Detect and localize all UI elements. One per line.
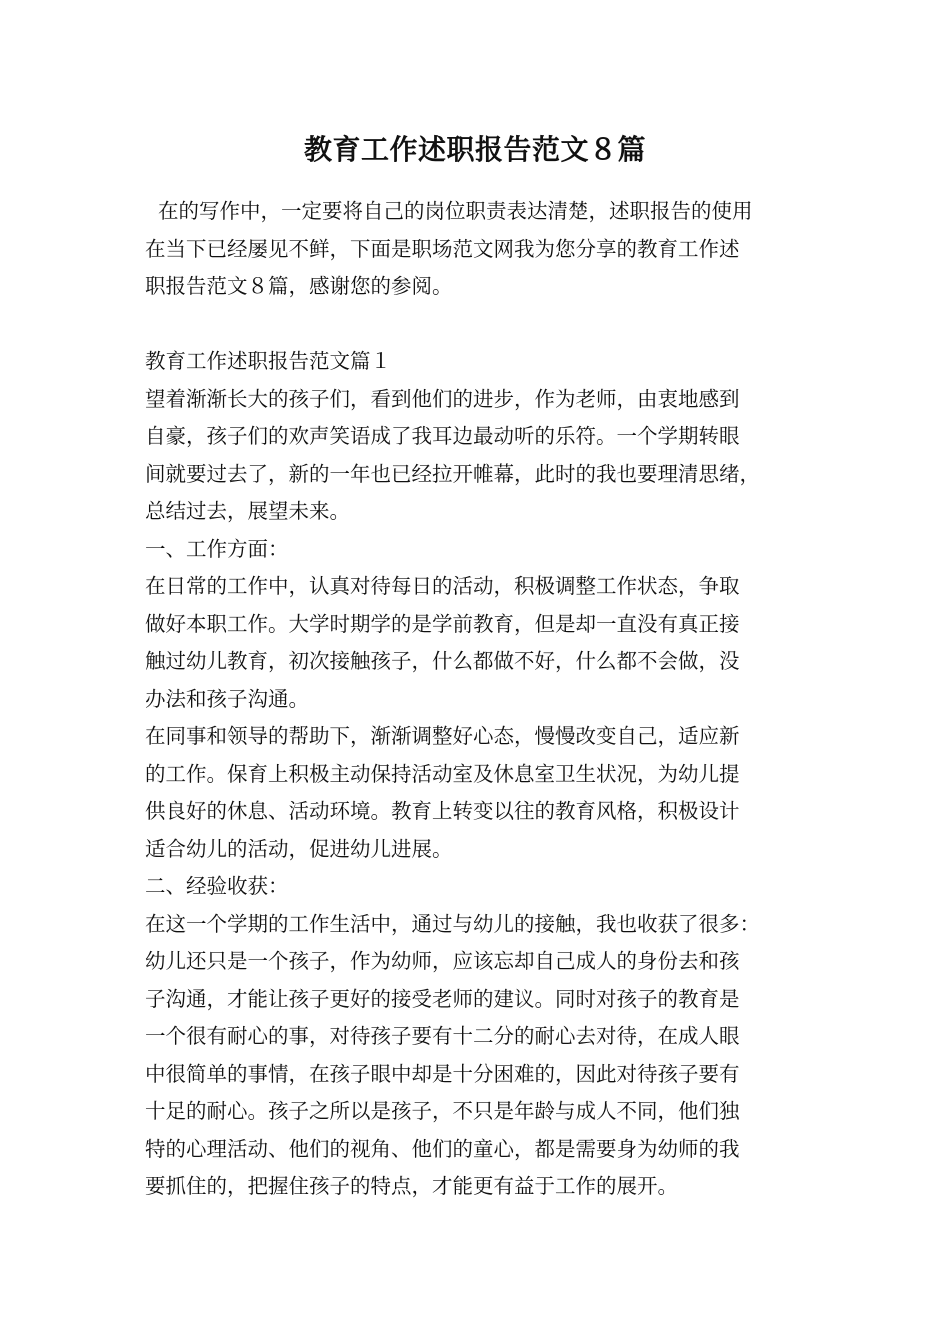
document-body	[145, 193, 825, 1206]
body-line: 触过幼儿教育，初次接触孩子，什么都做不好，什么都不会做，没	[145, 649, 740, 673]
subheading-work: 一、工作方面：	[145, 536, 289, 561]
body-line: 特的心理活动、他们的视角、他们的童心，都是需要身为幼师的我	[145, 1136, 740, 1161]
body-line: 中很简单的事情，在孩子眼中却是十分困难的，因此对待孩子要有	[145, 1061, 740, 1086]
body-line: 在这一个学期的工作生活中，通过与幼儿的接触，我也收获了很多：	[145, 911, 760, 936]
body-line: 一个很有耐心的事，对待孩子要有十二分的耐心去对待，在成人眼	[145, 1024, 740, 1048]
body-line: 适合幼儿的活动，促进幼儿进展。	[145, 836, 453, 861]
body-line: 望着渐渐长大的孩子们，看到他们的进步，作为老师，由衷地感到	[145, 386, 740, 411]
body-line: 的工作。保育上积极主动保持活动室及休息室卫生状况，为幼儿提	[145, 761, 740, 786]
section-heading: 教育工作述职报告范文篇１	[145, 349, 391, 373]
body-line: 办法和孩子沟通。	[145, 686, 309, 711]
document-title: 教育工作述职报告范文８篇	[303, 133, 646, 166]
intro-line: 在当下已经屡见不鲜，下面是职场范文网我为您分享的教育工作述	[145, 236, 740, 261]
body-line: 十足的耐心。孩子之所以是孩子，不只是年龄与成人不同，他们独	[145, 1099, 740, 1123]
intro-line: 职报告范文８篇，感谢您的参阅。	[145, 274, 453, 298]
body-line: 在日常的工作中，认真对待每日的活动，积极调整工作状态，争取	[145, 574, 740, 598]
intro-line: 在的写作中，一定要将自己的岗位职责表达清楚，述职报告的使用	[145, 199, 753, 223]
body-line: 在同事和领导的帮助下，渐渐调整好心态，慢慢改变自己，适应新	[145, 724, 740, 748]
paragraph-spacer	[145, 306, 825, 344]
subheading-experience: 二、经验收获：	[145, 874, 289, 898]
body-line: 间就要过去了，新的一年也已经拉开帷幕，此时的我也要理清思绪，	[145, 461, 760, 486]
body-line: 自豪，孩子们的欢声笑语成了我耳边最动听的乐符。一个学期转眼	[145, 424, 740, 448]
body-line: 总结过去，展望未来。	[145, 499, 350, 523]
body-line: 要抓住的，把握住孩子的特点，才能更有益于工作的展开。	[145, 1174, 678, 1198]
body-line: 幼儿还只是一个孩子，作为幼师，应该忘却自己成人的身份去和孩	[145, 949, 740, 973]
body-line: 做好本职工作。大学时期学的是学前教育，但是却一直没有真正接	[145, 611, 740, 636]
body-line: 供良好的休息、活动环境。教育上转变以往的教育风格，积极设计	[145, 799, 740, 823]
body-line: 子沟通，才能让孩子更好的接受老师的建议。同时对孩子的教育是	[145, 986, 740, 1011]
